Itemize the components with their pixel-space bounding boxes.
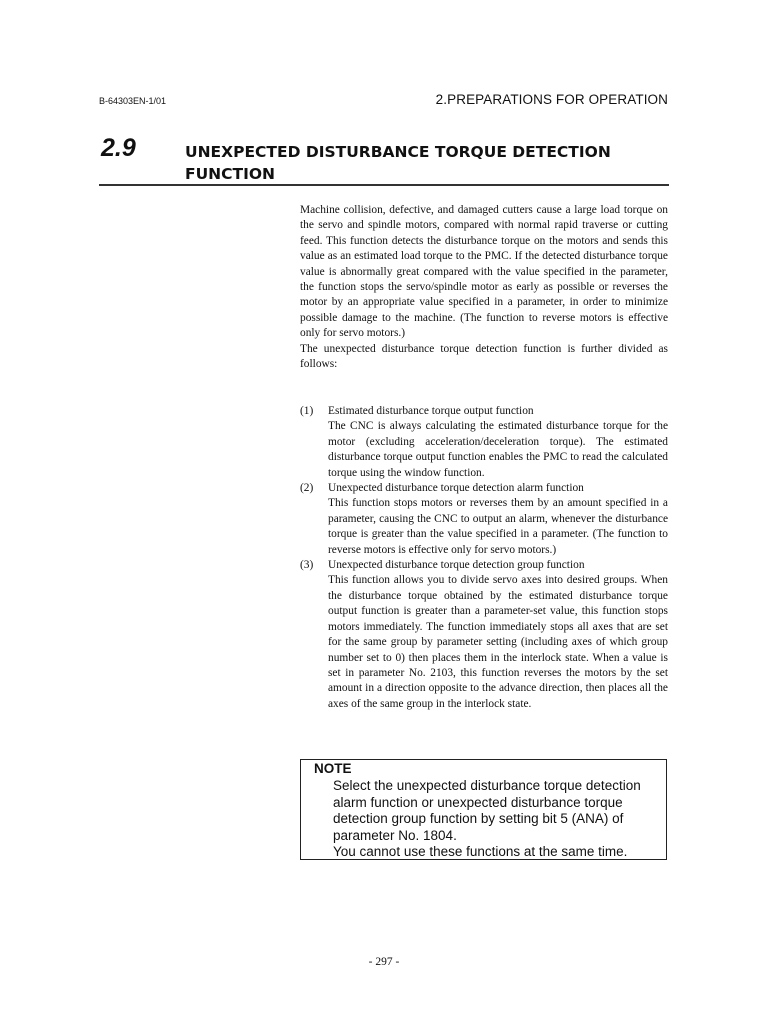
intro-paragraph: Machine collision, defective, and damaged cutters cause a large load torque on the servo and spindle motors, compared with normal rapid traverse or cutting feed. This function detects the disturbance torque on the motors and sends this value as an estimated load torque to the PMC. If the detected disturbance torque value is abnormally great compared with the value specified in the parameter, the function stops the servo/spindle motor as early as possible or reverses the motor by an appropriate value specified in a parameter, in order to minimize possible damage to the machine. (The function to reverse motors is effective only for servo motors.) [300, 204, 668, 340]
list-item-heading: Unexpected disturbance torque detection alarm function [328, 482, 584, 495]
section-title: UNEXPECTED DISTURBANCE TORQUE DETECTION FUNCTION [185, 143, 611, 183]
document-code: B-64303EN-1/01 [99, 96, 167, 106]
chapter-title: 2.PREPARATIONS FOR OPERATION [435, 92, 668, 107]
section-number: 2.9 [101, 134, 136, 162]
list-item-text: This function stops motors or reverses them by an amount specified in a parameter, causing the CNC to output an alarm, whenever the disturbance torque is greater than the value specified in a parameter. (The function to reverse motors is effective only for servo motors.) [328, 497, 668, 556]
note-line: parameter No. 1804. [333, 827, 457, 843]
note-line: alarm function or unexpected disturbance torque [333, 794, 623, 810]
list-item-heading: Estimated disturbance torque output function [328, 405, 534, 417]
function-list [300, 404, 668, 712]
list-item-number: (2) [300, 482, 314, 495]
list-item-text: The CNC is always calculating the estimated disturbance torque for the motor (excluding acceleration/deceleration torque). The estimated disturbance torque output function enables the PMC to read the calculated torque using the window function. [328, 420, 668, 479]
note-line: You cannot use these functions at the same time. [333, 844, 628, 859]
intro-paragraph: The unexpected disturbance torque detection function is further divided as follows: [300, 342, 668, 371]
list-item [300, 481, 668, 558]
note-box [300, 759, 667, 860]
list-item [300, 558, 668, 712]
list-item-number: (3) [300, 559, 314, 572]
list-item [300, 404, 668, 481]
note-title: NOTE [314, 761, 352, 776]
list-item-heading: Unexpected disturbance torque detection group function [328, 559, 585, 572]
list-item-number: (1) [300, 405, 314, 417]
note-line: Select the unexpected disturbance torque detection [333, 778, 641, 793]
intro-text [300, 203, 668, 372]
page-number: - 297 - [368, 956, 400, 968]
note-line: detection group function by setting bit 5 (ANA) of [333, 811, 624, 826]
title-divider [99, 184, 669, 186]
list-item-text: This function allows you to divide servo axes into desired groups. When the disturbance torque obtained by the estimated disturbance torque output function is greater than a parameter-set value, this function stops motors immediately. The function immediately stops all axes that are set for the same group by parameter setting (including axes of which group number set to 0) then places them in the interlock state. When a value is set in parameter No. 2103, this function reverses the motors by the set amount in a direction opposite to the advance direction, then places all the axes of the same group in the interlock state. [328, 574, 668, 710]
